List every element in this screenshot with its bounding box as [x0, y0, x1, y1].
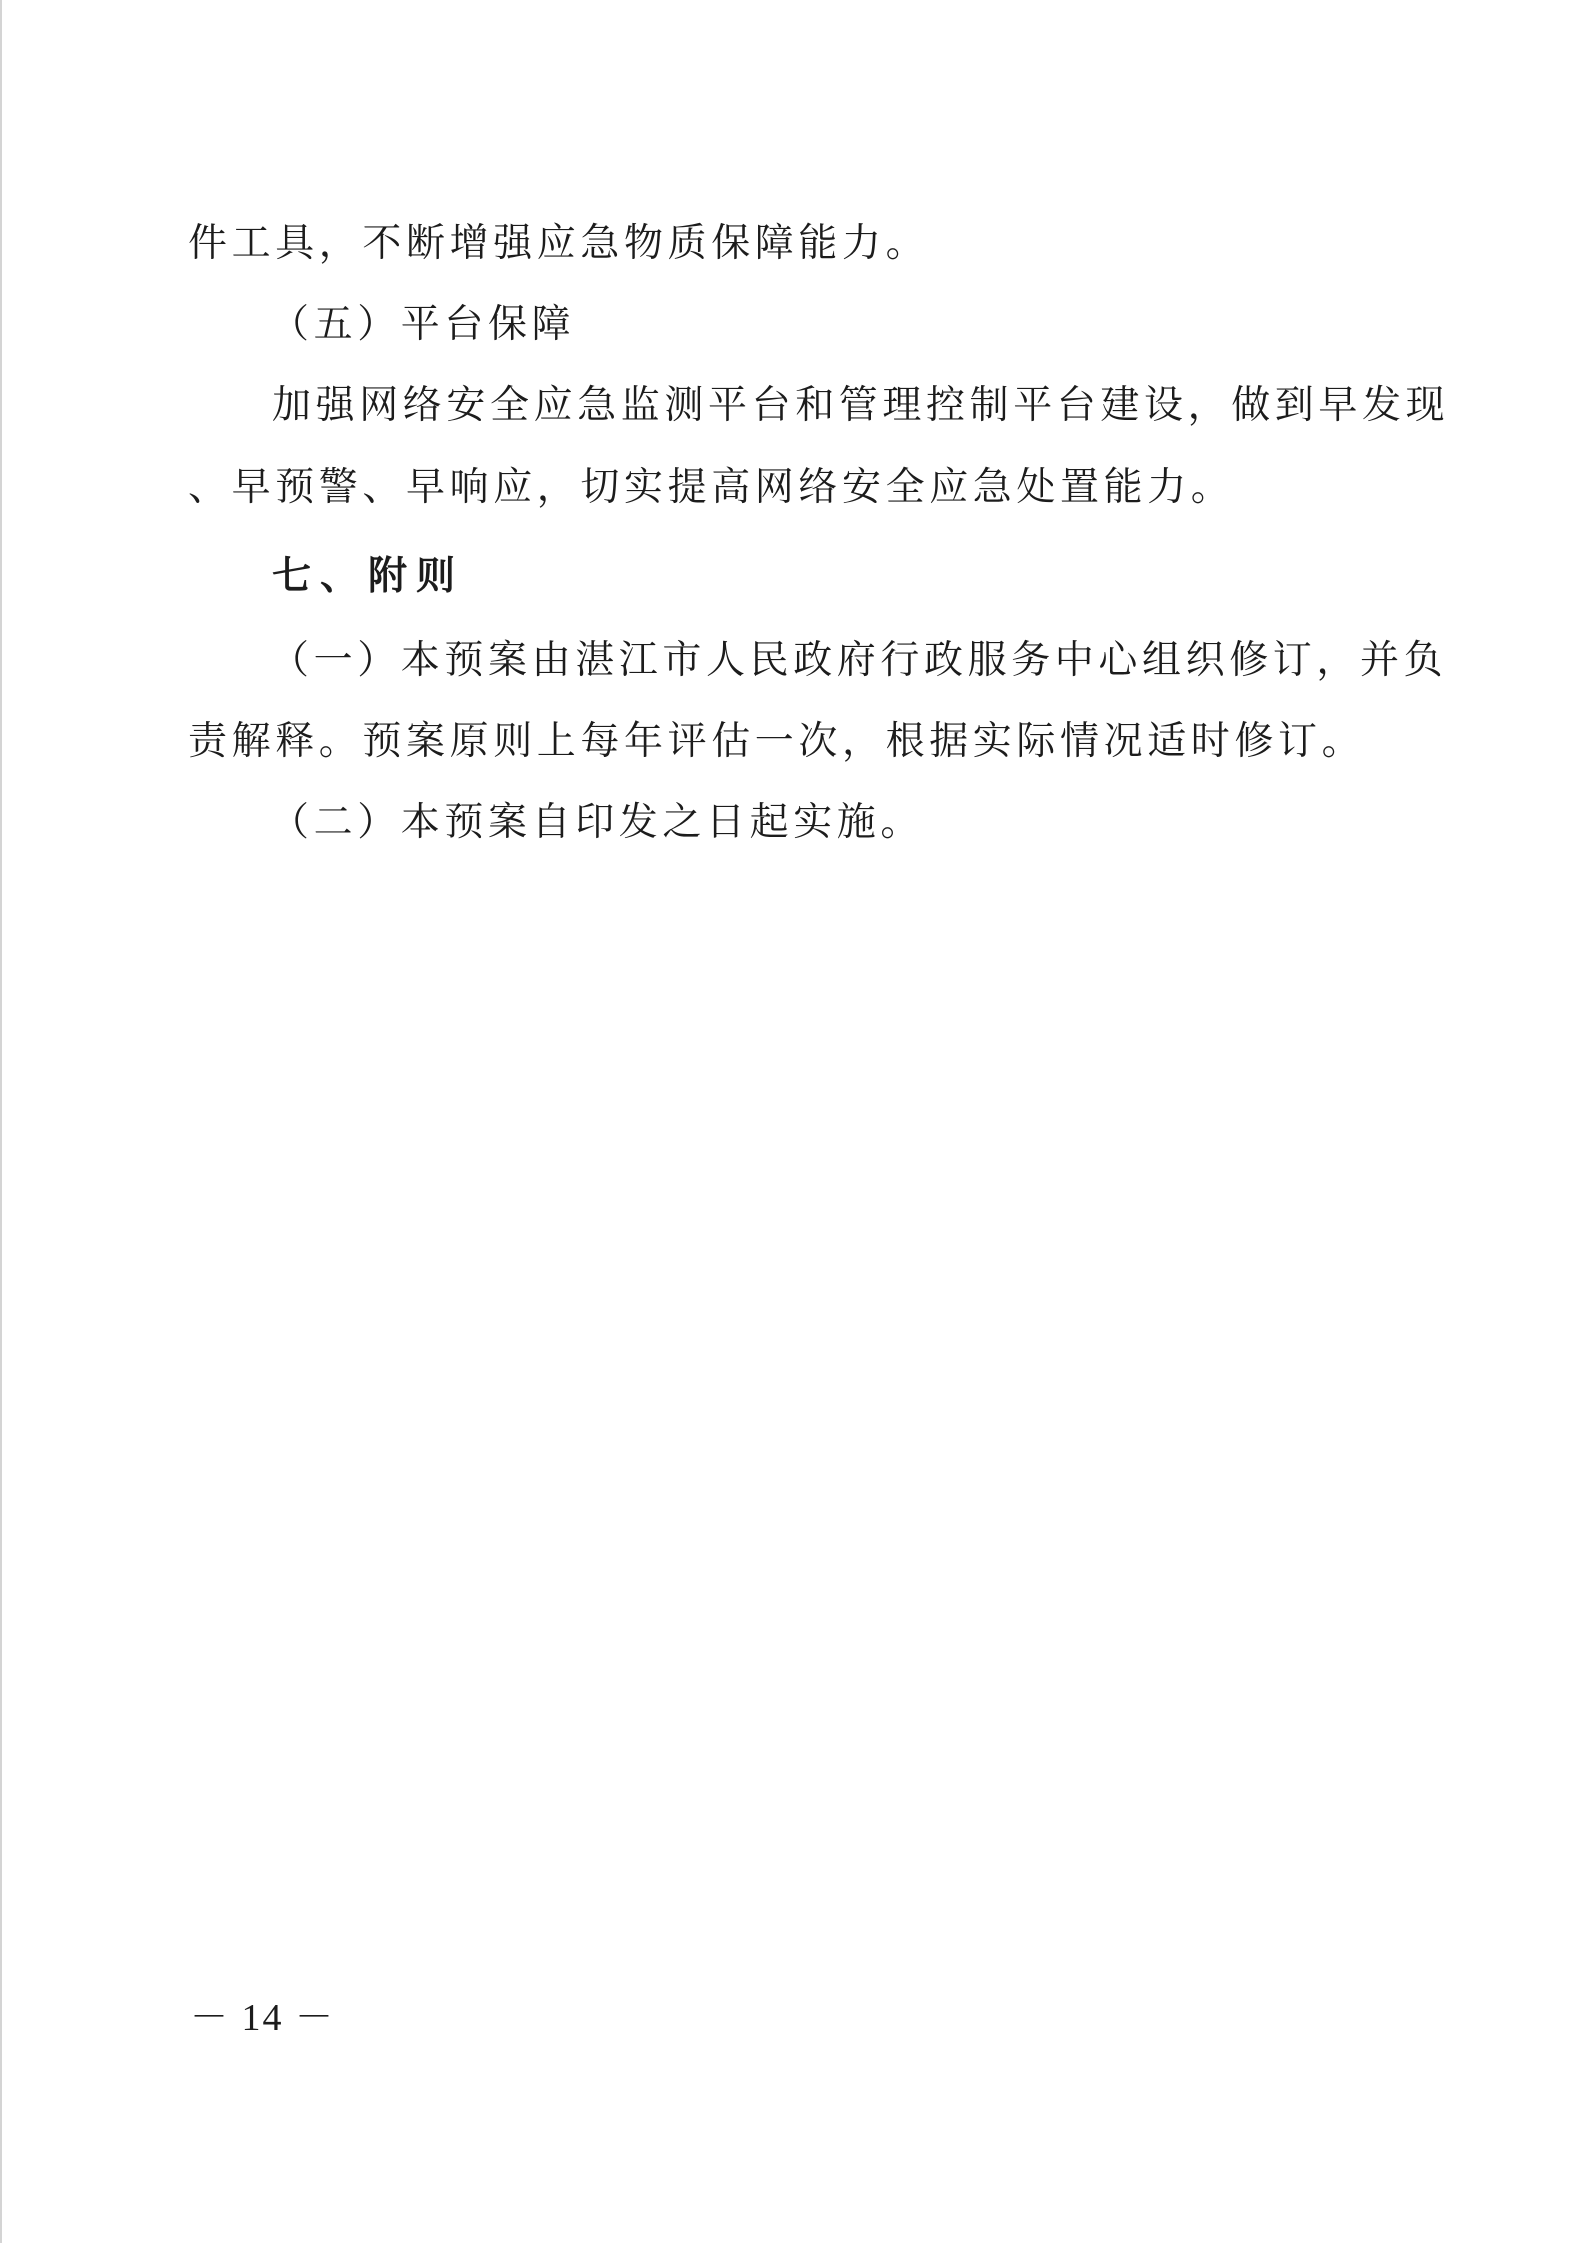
body-text-line-1: 件工具，不断增强应急物质保障能力。 — [188, 221, 930, 266]
body-text-line-2: 加强网络安全应急监测平台和管理控制平台建设，做到早发现 — [272, 383, 1450, 428]
body-text-line-6: （二）本预案自印发之日起实施。 — [270, 800, 925, 845]
page-edge-shadow — [0, 0, 2, 2243]
page-number: － 14 － — [190, 1997, 336, 2039]
body-text-line-5: 责解释。预案原则上每年评估一次，根据实际情况适时修订。 — [188, 719, 1366, 764]
body-text-line-3: 、早预警、早响应，切实提高网络安全应急处置能力。 — [188, 465, 1235, 510]
body-text-line-4: （一）本预案由湛江市人民政府行政服务中心组织修订，并负 — [270, 638, 1448, 683]
chapter-heading-appendix: 七、附则 — [272, 554, 465, 599]
section-heading-platform: （五）平台保障 — [270, 302, 576, 347]
